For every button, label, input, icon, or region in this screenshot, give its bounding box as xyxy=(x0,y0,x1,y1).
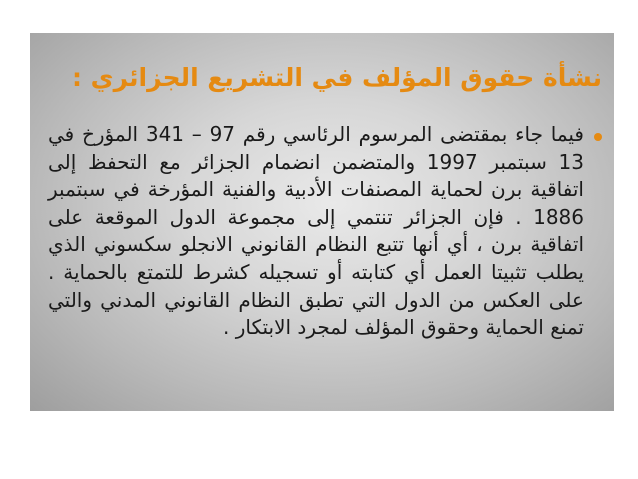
bullet-item xyxy=(48,121,602,342)
bullet-text: فيما جاء بمقتضى المرسوم الرئاسي رقم 97 – 341 المؤرخ في 13 سبتمبر 1997 والمتضمن انضمام الجزائر مع التحفظ إلى اتفاقية برن لحماية المصنفات الأدبية والفنية المؤرخة في سبتمبر 1886 . فإن الجزائر تنتمي إلى مجموعة الدول الموقعة على اتفاقية برن ، أي أنها تتبع النظام القانوني الانجلو سكسوني الذي يطلب تثبيتا العمل أي كتابته أو تسجيله كشرط للتمتع بالحماية . على العكس من الدول التي تطبق النظام القانوني المدني والتي تمنع الحماية وحقوق المؤلف لمجرد الابتكار . xyxy=(48,122,584,340)
content-panel xyxy=(30,33,614,411)
bullet-dot-icon xyxy=(594,133,602,141)
slide-title: نشأة حقوق المؤلف في التشريع الجزائري : xyxy=(71,63,602,92)
